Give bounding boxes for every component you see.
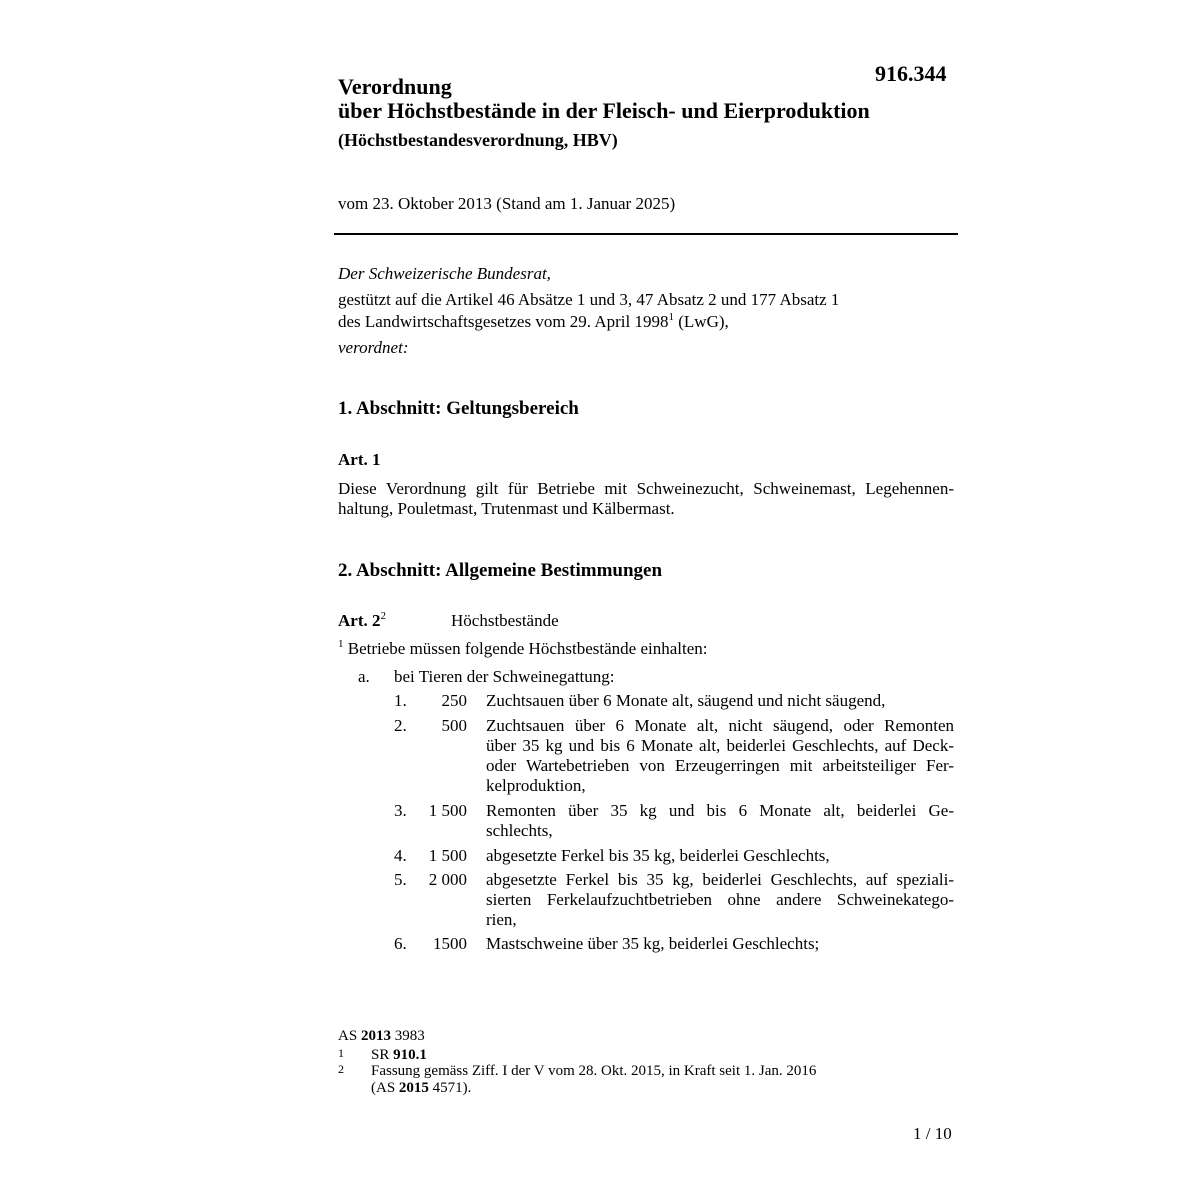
art-1-text-line-2: haltung, Pouletmast, Trutenmast und Kälbermast. <box>338 499 675 518</box>
letter-a-label: a. <box>358 667 370 686</box>
art-2-label <box>338 611 386 631</box>
title-line-1: Verordnung <box>338 74 452 99</box>
item-number: 4. <box>394 846 407 865</box>
preamble-basis-text: des Landwirtschaftsgesetzes vom 29. April 1998 <box>338 312 669 331</box>
footnote-1-number: 910.1 <box>393 1047 427 1063</box>
item-text <box>486 870 954 930</box>
date-line: vom 23. Oktober 2013 (Stand am 1. Januar 2025) <box>338 194 676 213</box>
item-text-line: sierten Ferkelaufzuchtbetrieben ohne andere Schweinekatego- <box>486 890 954 909</box>
item-number: 2. <box>394 716 407 735</box>
item-text-line: Remonten über 35 kg und bis 6 Monate alt, beiderlei Ge- <box>486 801 954 820</box>
item-count: 250 <box>441 691 467 710</box>
art-1-text-line-1: Diese Verordnung gilt für Betriebe mit Schweinezucht, Schweinemast, Legehennen- <box>338 479 954 498</box>
item-text <box>486 691 954 711</box>
footnote-2-prefix: (AS <box>371 1080 399 1096</box>
footnote-ref-2: 2 <box>380 610 386 622</box>
item-text-line: über 35 kg und bis 6 Monate alt, beiderlei Geschlechts, auf Deck- <box>486 736 954 755</box>
section-1-heading: 1. Abschnitt: Geltungsbereich <box>338 398 579 419</box>
item-text-line: rien, <box>486 910 517 929</box>
footnote-2-suffix: 4571). <box>428 1080 472 1096</box>
paragraph-text: Betriebe müssen folgende Höchstbestände einhalten: <box>343 639 708 658</box>
item-text <box>486 934 954 954</box>
item-text-line: abgesetzte Ferkel bis 35 kg, beiderlei Geschlechts, <box>486 846 830 865</box>
item-text-line: Zuchtsauen über 6 Monate alt, nicht säugend, oder Remonten <box>486 716 954 735</box>
footnote-1-mark: 1 <box>338 1046 344 1060</box>
short-title: (Höchstbestandesverordnung, HBV) <box>338 130 618 150</box>
title-line-2: über Höchstbestände in der Fleisch- und Eierproduktion <box>338 98 870 123</box>
item-count: 500 <box>441 716 467 735</box>
art-2-label-text: Art. 2 <box>338 611 381 630</box>
item-text <box>486 716 954 796</box>
item-count: 2 000 <box>428 870 467 889</box>
item-number: 3. <box>394 801 407 820</box>
art-1-text <box>338 479 954 519</box>
sr-number: 916.344 <box>875 61 947 86</box>
section-2-heading: 2. Abschnitt: Allgemeine Bestimmungen <box>338 560 663 581</box>
footnote-2-line-1: Fassung gemäss Ziff. I der V vom 28. Okt. 2015, in Kraft seit 1. Jan. 2016 <box>371 1063 817 1079</box>
item-text-line: schlechts, <box>486 821 553 840</box>
as-reference-page: 3983 <box>390 1028 425 1044</box>
footnote-2-mark: 2 <box>338 1062 344 1076</box>
art-1-label: Art. 1 <box>338 450 381 469</box>
footnote-ref-1: 1 <box>668 311 674 323</box>
as-reference-prefix: AS <box>338 1028 361 1044</box>
as-reference-year: 2013 <box>360 1028 391 1044</box>
paragraph-number: 1 <box>338 638 344 650</box>
footnote-1-text <box>371 1047 427 1064</box>
art-2-title: Höchstbestände <box>451 611 559 630</box>
item-text <box>486 801 954 841</box>
item-text-line: Zuchtsauen über 6 Monate alt, säugend und nicht säugend, <box>486 691 886 710</box>
item-count: 1 500 <box>428 846 467 865</box>
preamble-verordnet: verordnet: <box>338 338 409 357</box>
item-text-line: Mastschweine über 35 kg, beiderlei Geschlechts; <box>486 934 820 953</box>
item-text-line: oder Wartebetrieben von Erzeugerringen mit arbeitsteiliger Fer- <box>486 756 954 775</box>
preamble-basis-suffix: (LwG), <box>674 312 729 331</box>
item-text <box>486 846 954 866</box>
footnote-1-prefix: SR <box>371 1047 394 1063</box>
item-count: 1 500 <box>428 801 467 820</box>
preamble-basis-line-2 <box>338 312 729 332</box>
footnote-2-line-2 <box>371 1080 471 1097</box>
art-2-paragraph-1 <box>338 639 707 659</box>
item-count: 1500 <box>433 934 467 953</box>
item-number: 1. <box>394 691 407 710</box>
as-reference <box>338 1028 425 1045</box>
header-divider <box>334 233 958 235</box>
item-number: 5. <box>394 870 407 889</box>
item-text-line: kelproduktion, <box>486 776 586 795</box>
preamble-basis-line-1: gestützt auf die Artikel 46 Absätze 1 und 3, 47 Absatz 2 und 177 Absatz 1 <box>338 290 840 309</box>
item-text-line: abgesetzte Ferkel bis 35 kg, beiderlei Geschlechts, auf speziali- <box>486 870 954 889</box>
page-number: 1 / 10 <box>913 1124 952 1143</box>
letter-a-text: bei Tieren der Schweinegattung: <box>394 667 615 686</box>
item-number: 6. <box>394 934 407 953</box>
preamble-authority: Der Schweizerische Bundesrat, <box>338 264 551 283</box>
footnote-2-year: 2015 <box>398 1080 429 1096</box>
